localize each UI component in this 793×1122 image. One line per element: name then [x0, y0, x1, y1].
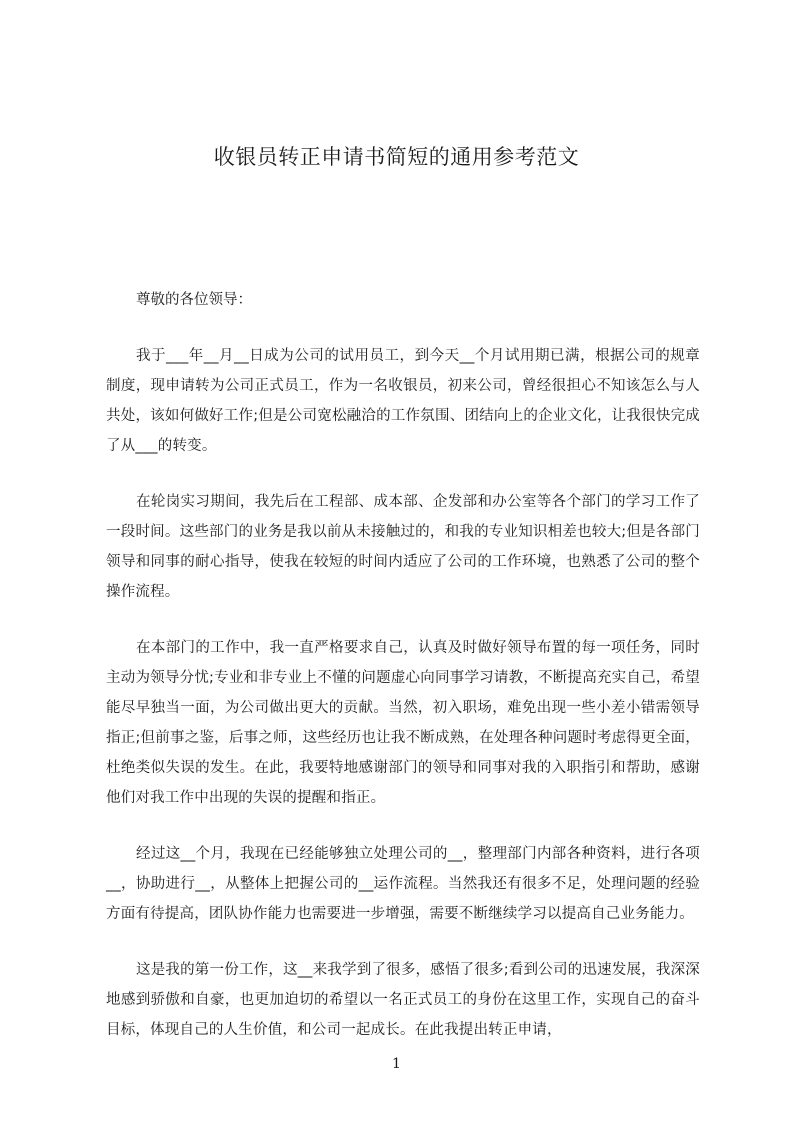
- salutation: 尊敬的各位领导：: [136, 292, 252, 308]
- paragraph-2: 在轮岗实习期间，我先后在工程部、成本部、企发部和办公室等各个部门的学习工作了一段时间。这些部门的业务是我以前从未接触过的，和我的专业知识相差也较大;但是各部门领导和同事的耐心指导，使我在较短的时间内适应了公司的工作环境，也熟悉了公司的整个操作流程。: [106, 494, 700, 600]
- paragraph-1: 我于___年__月__日成为公司的试用员工，到今天__个月试用期已满，根据公司的规章制度，现申请转为公司正式员工，作为一名收银员，初来公司，曾经很担心不知该怎么与人共处，该如何做好工作;但是公司宽松融洽的工作氛围、团结向上的企业文化，让我很快完成了从___的转变。: [106, 348, 700, 454]
- paragraph-3: 在本部门的工作中，我一直严格要求自己，认真及时做好领导布置的每一项任务，同时主动为领导分忧;专业和非专业上不懂的问题虚心向同事学习请教，不断提高充实自己，希望能尽早独当一面，为公司做出更大的贡献。当然，初入职场，难免出现一些小差小错需领导指正;但前事之鉴，后事之师，这些经历也让我不断成熟，在处理各种问题时考虑得更全面，杜绝类似失误的发生。在此，我要特地感谢部门的领导和同事对我的入职指引和帮助，感谢他们对我工作中出现的失误的提醒和指正。: [106, 640, 700, 806]
- paragraph-4: 经过这__个月，我现在已经能够独立处理公司的__，整理部门内部各种资料，进行各项__，协助进行__，从整体上把握公司的__运作流程。当然我还有很多不足，处理问题的经验方面有待提高，团队协作能力也需要进一步增强，需要不断继续学习以提高自己业务能力。: [106, 846, 700, 922]
- document-title: 收银员转正申请书简短的通用参考范文: [213, 145, 580, 169]
- page-number: 1: [392, 1056, 401, 1072]
- paragraph-5: 这是我的第一份工作，这__来我学到了很多，感悟了很多;看到公司的迅速发展，我深深地感到骄傲和自豪，也更加迫切的希望以一名正式员工的身份在这里工作，实现自己的奋斗目标，体现自己的人生价值，和公司一起成长。在此我提出转正申请，: [106, 962, 700, 1038]
- document-body: [106, 285, 700, 1071]
